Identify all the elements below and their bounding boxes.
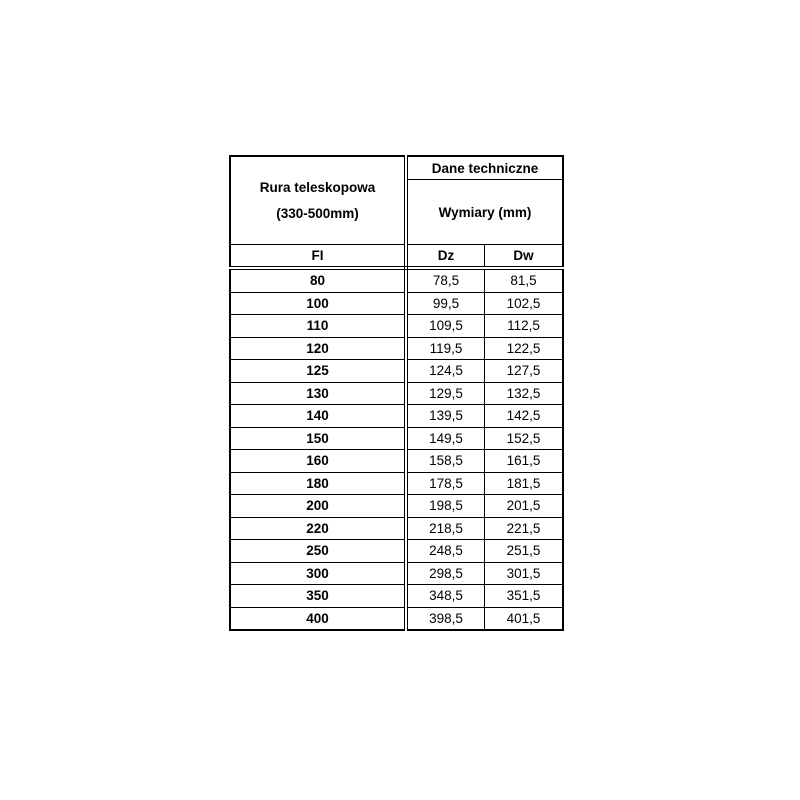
cell-dz: 78,5 (406, 268, 485, 292)
cell-dw: 161,5 (485, 450, 564, 473)
table-row (230, 360, 563, 383)
column-header-dw: Dw (485, 245, 564, 269)
product-title-line1: Rura teleskopowa (259, 179, 376, 195)
cell-dw: 251,5 (485, 540, 564, 563)
cell-dz: 248,5 (406, 540, 485, 563)
table-row (230, 607, 563, 630)
table-row (230, 450, 563, 473)
cell-dw: 221,5 (485, 517, 564, 540)
cell-dz: 99,5 (406, 292, 485, 315)
column-header-fi: FI (230, 245, 406, 269)
cell-dw: 181,5 (485, 472, 564, 495)
cell-fi: 100 (230, 292, 406, 315)
cell-dw: 142,5 (485, 405, 564, 428)
cell-dz: 109,5 (406, 315, 485, 338)
spec-table (229, 155, 564, 631)
cell-fi: 300 (230, 562, 406, 585)
table-row (230, 517, 563, 540)
cell-fi: 180 (230, 472, 406, 495)
cell-fi: 80 (230, 268, 406, 292)
cell-fi: 120 (230, 337, 406, 360)
cell-dw: 132,5 (485, 382, 564, 405)
cell-fi: 125 (230, 360, 406, 383)
product-title (230, 156, 406, 245)
table-row (230, 292, 563, 315)
product-title-line2: (330-500mm) (276, 205, 359, 221)
cell-dz: 158,5 (406, 450, 485, 473)
cell-dz: 298,5 (406, 562, 485, 585)
cell-fi: 400 (230, 607, 406, 630)
cell-dw: 127,5 (485, 360, 564, 383)
table-row (230, 337, 563, 360)
cell-dw: 401,5 (485, 607, 564, 630)
cell-dw: 112,5 (485, 315, 564, 338)
cell-fi: 220 (230, 517, 406, 540)
table-row (230, 315, 563, 338)
column-header-dz: Dz (406, 245, 485, 269)
cell-fi: 140 (230, 405, 406, 428)
cell-dw: 152,5 (485, 427, 564, 450)
subgroup-header: Wymiary (mm) (406, 180, 563, 245)
cell-dw: 122,5 (485, 337, 564, 360)
cell-fi: 160 (230, 450, 406, 473)
table-row (230, 495, 563, 518)
cell-fi: 130 (230, 382, 406, 405)
cell-dw: 301,5 (485, 562, 564, 585)
table-row (230, 405, 563, 428)
table-row (230, 382, 563, 405)
cell-dw: 102,5 (485, 292, 564, 315)
cell-dw: 201,5 (485, 495, 564, 518)
table-row (230, 585, 563, 608)
table-row (230, 540, 563, 563)
cell-dz: 129,5 (406, 382, 485, 405)
cell-fi: 110 (230, 315, 406, 338)
cell-fi: 350 (230, 585, 406, 608)
table-row (230, 562, 563, 585)
cell-dz: 139,5 (406, 405, 485, 428)
cell-fi: 250 (230, 540, 406, 563)
spec-table-container (229, 155, 564, 631)
group-header: Dane techniczne (406, 156, 563, 180)
cell-dw: 351,5 (485, 585, 564, 608)
cell-dw: 81,5 (485, 268, 564, 292)
cell-dz: 178,5 (406, 472, 485, 495)
cell-dz: 119,5 (406, 337, 485, 360)
cell-fi: 200 (230, 495, 406, 518)
cell-dz: 218,5 (406, 517, 485, 540)
table-row (230, 427, 563, 450)
cell-dz: 198,5 (406, 495, 485, 518)
cell-dz: 348,5 (406, 585, 485, 608)
cell-fi: 150 (230, 427, 406, 450)
cell-dz: 124,5 (406, 360, 485, 383)
cell-dz: 398,5 (406, 607, 485, 630)
cell-dz: 149,5 (406, 427, 485, 450)
table-row (230, 472, 563, 495)
table-row (230, 268, 563, 292)
